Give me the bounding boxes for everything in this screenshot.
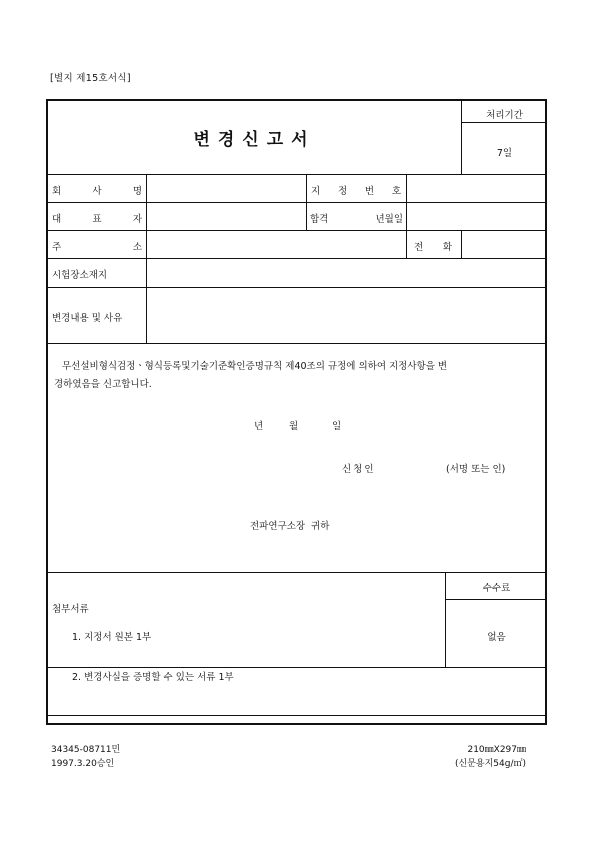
processing-period-value: 7일 [496, 148, 513, 159]
divider [406, 230, 407, 258]
date-month: 월 [289, 421, 299, 432]
declaration-line-2: 경하였음을 신고합니다. [54, 379, 152, 390]
processing-period-header: 처리기간 [486, 110, 523, 121]
divider [406, 174, 407, 230]
divider [146, 174, 147, 343]
divider [48, 572, 547, 573]
divider [48, 174, 547, 175]
attachment-item-1: 1. 지정서 원본 1부 [72, 632, 152, 643]
attachment-item-2: 2. 변경사실을 증명할 수 있는 서류 1부 [72, 672, 234, 683]
divider [48, 287, 547, 288]
divider [48, 202, 547, 203]
divider [461, 230, 462, 258]
date-year: 년 [254, 421, 264, 432]
divider [48, 667, 547, 668]
change-content-label: 변경내용 및 사유 [52, 313, 123, 324]
divider [48, 343, 547, 344]
fee-header: 수수료 [482, 583, 511, 594]
fee-value: 없음 [487, 632, 506, 643]
divider [445, 599, 547, 600]
paper-size: 210㎜X297㎜ [467, 745, 526, 755]
date-day: 일 [332, 421, 342, 432]
signature-note: (서명 또는 인) [446, 464, 506, 475]
representative-label: 대 표 자 [52, 214, 142, 225]
divider [461, 122, 547, 123]
approval-date: 1997.3.20승인 [51, 759, 115, 769]
company-name-label: 회 사 명 [52, 186, 142, 197]
form-code: 34345-08711민 [51, 745, 121, 755]
test-site-label: 시험장소재지 [52, 270, 108, 281]
divider [48, 715, 547, 716]
divider [48, 230, 547, 231]
paper-type: (신문용지54g/㎡) [455, 759, 526, 769]
phone-label: 전 화 [414, 242, 452, 253]
attachments-header: 첨부서류 [52, 604, 89, 615]
divider [306, 174, 307, 230]
addressee: 전파연구소장 귀하 [250, 521, 330, 532]
form-title: 변경신고서 [193, 130, 316, 150]
designation-number-label: 지 정 번 호 [311, 186, 401, 197]
address-label: 주 소 [52, 242, 142, 253]
applicant-label: 신청인 [342, 464, 376, 475]
report-form [46, 99, 547, 725]
divider [48, 258, 547, 259]
form-number-label: [별지 제15호서식] [50, 73, 131, 84]
pass-date-label: 합격 년월일 [310, 214, 403, 225]
declaration-line-1: 무선설비형식검정ㆍ형식등록및기술기준확인증명규칙 제40조의 규정에 의하여 지정사항을 변 [62, 361, 448, 372]
